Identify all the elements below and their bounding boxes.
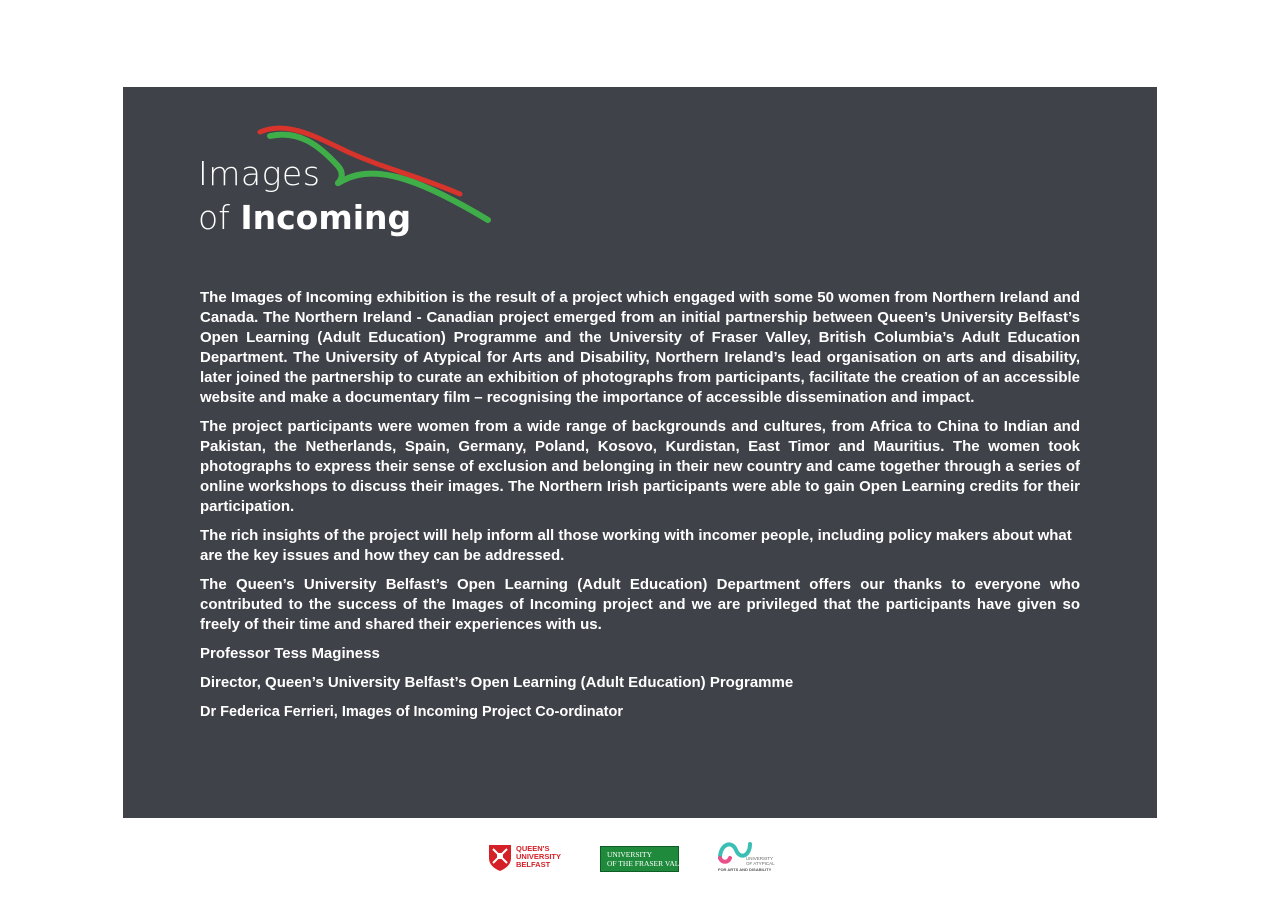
signature-title: Director, Queen’s University Belfast’s Open Learning (Adult Education) Programme — [200, 674, 794, 691]
ufv-logo-text: UNIVERSITY OF THE FRASER VALLEY — [607, 850, 694, 868]
paragraph-intro: The Images of Incoming exhibition is the result of a project which engaged with some 50 women from Northern Ireland and Canada. The Northern Ireland - Canadian project emerged from an initial partnership between Queen’s University Belfast’s Open Learning (Adult Education) Programme and the University of Fraser Valley, British Columbia’s Adult Education Department. The University of Atypical for Arts and Disability, Northern Ireland’s lead organisation on arts and disability, later joined the partnership to curate an exhibition of photographs from participants, facilitate the creation of an accessible website and make a documentary film – recognising the importance of accessible dissemination and impact. — [200, 289, 1080, 406]
exhibition-text — [200, 288, 1080, 731]
qub-shield-icon — [488, 844, 512, 872]
atypical-logo-text: UNIVERSITY OF ATYPICAL — [746, 856, 775, 866]
paragraph-participants: The project participants were women from a wide range of backgrounds and cultures, from Africa to China to Indian and Pakistan, the Netherlands, Spain, Germany, Poland, Kosovo, Kurdistan, East Timor and Mauritius. The women took photographs to express their sense of exclusion and belonging in their new country and came together through a series of online workshops to discuss their images. The Northern Irish participants were able to gain Open Learning credits for their participation. — [200, 418, 1080, 515]
signature-name: Professor Tess Maginess — [200, 645, 380, 662]
logo-text-images: Images — [198, 154, 321, 193]
signature-coordinator: Dr Federica Ferrieri, Images of Incoming Project Co-ordinator — [200, 704, 624, 720]
qub-logo-text: QUEEN'S UNIVERSITY BELFAST — [516, 844, 562, 869]
atypical-logo-subtext: FOR ARTS AND DISABILITY — [718, 867, 772, 872]
images-of-incoming-logo — [198, 122, 498, 247]
logo-text-of-incoming — [198, 198, 411, 237]
logo-text-of: of — [198, 198, 230, 237]
partner-logos — [488, 836, 788, 876]
ufv-logo — [600, 846, 694, 872]
paragraph-insights: The rich insights of the project will help inform all those working with incomer people, including policy makers about what are the key issues and how they can be addressed. — [200, 527, 1072, 564]
qub-logo — [488, 844, 568, 874]
logo-text-incoming: Incoming — [240, 198, 412, 237]
paragraph-thanks: The Queen’s University Belfast’s Open Learning (Adult Education) Department offers our thanks to everyone who contributed to the success of the Images of Incoming project and we are privileged that the participants have given so freely of their time and shared their experiences with us. — [200, 576, 1080, 633]
atypical-logo — [716, 836, 776, 876]
